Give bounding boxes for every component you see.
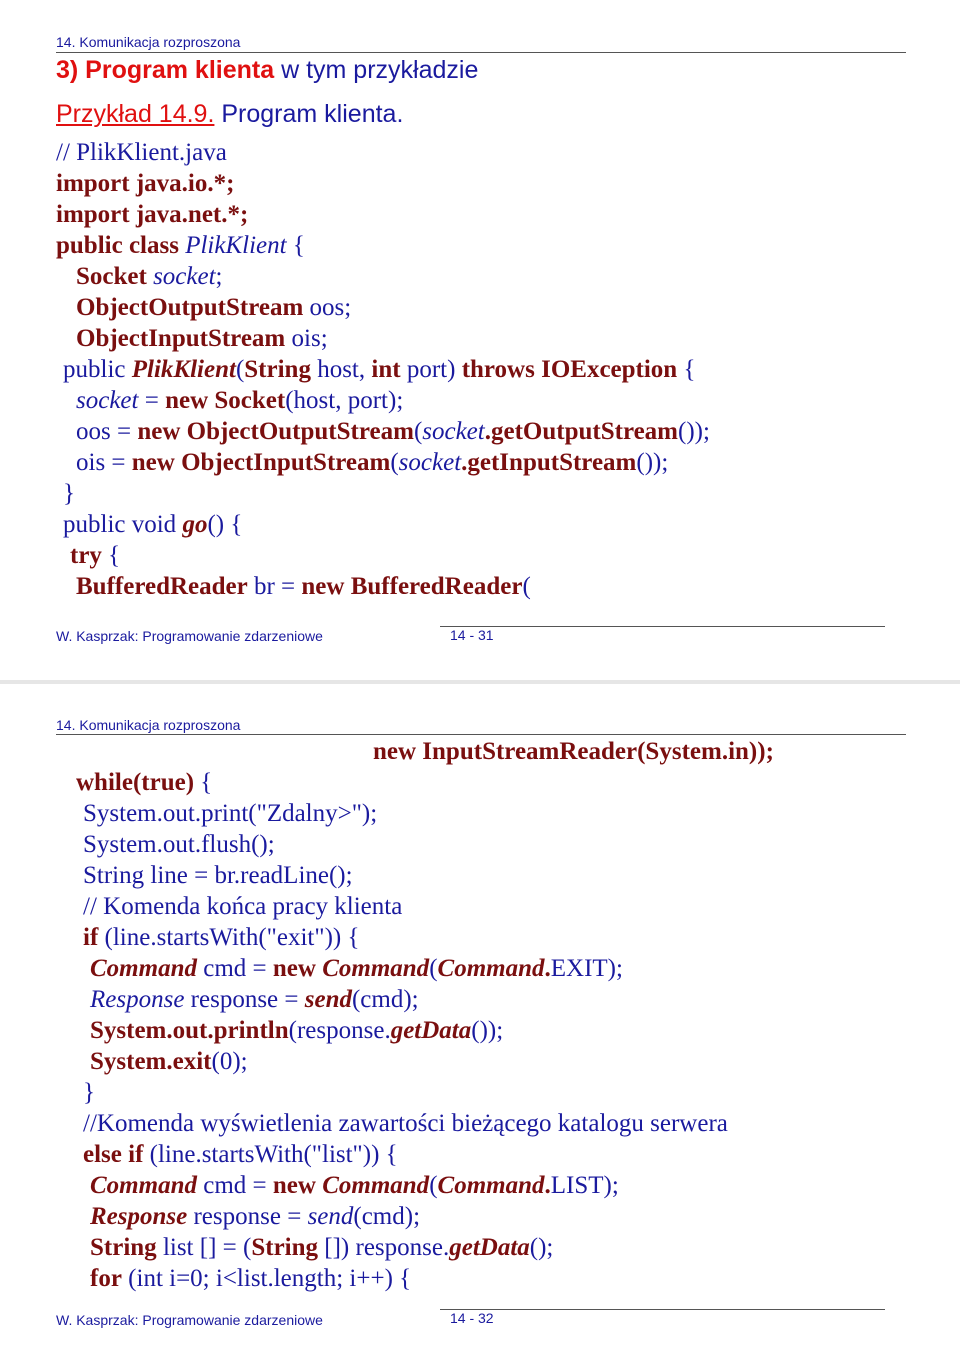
code-line: if (line.startsWith("exit")) { <box>83 924 360 951</box>
code-line: String line = br.readLine(); <box>83 862 353 889</box>
code-continuation <box>373 736 774 767</box>
header-rule <box>56 52 906 53</box>
code-line: import java.net.*; <box>56 201 249 228</box>
code-line: } <box>63 480 75 507</box>
footer-rule <box>440 1309 885 1310</box>
code-line: BufferedReader br = new BufferedReader( <box>76 573 531 600</box>
code-line: while(true) { <box>76 769 213 796</box>
code-line: import java.io.*; <box>56 170 235 197</box>
code-line: try { <box>70 542 121 569</box>
code-line: System.exit(0); <box>90 1048 248 1075</box>
code-line: String list [] = (String []) response.getData(); <box>90 1234 554 1261</box>
code-line: oos = new ObjectOutputStream(socket.getOutputStream()); <box>76 418 710 445</box>
page-number: 14 - 32 <box>450 1310 494 1326</box>
slide-header: 14. Komunikacja rozproszona <box>56 34 241 50</box>
page-number: 14 - 31 <box>450 627 494 643</box>
code-line: ObjectOutputStream oos; <box>76 294 352 321</box>
code-line: // Komenda końca pracy klienta <box>83 893 403 920</box>
code-line: Socket socket; <box>76 263 223 290</box>
code-line: public PlikKlient(String host, int port) throws IOException { <box>63 356 696 383</box>
code-line: Response response = send(cmd); <box>90 986 419 1013</box>
slide-page-2 <box>0 684 960 1367</box>
code-line: System.out.flush(); <box>83 831 275 858</box>
slide-title: 3) Program klienta w tym przykładzie <box>56 56 479 84</box>
code-line: socket = new Socket(host, port); <box>76 387 404 414</box>
code-line: System.out.println(response.getData()); <box>90 1017 504 1044</box>
code-line: System.out.print("Zdalny>"); <box>83 800 378 827</box>
slide-page-1 <box>0 0 960 680</box>
code-line: ObjectInputStream ois; <box>76 325 328 352</box>
code-line: else if (line.startsWith("list")) { <box>83 1141 398 1168</box>
slide-header: 14. Komunikacja rozproszona <box>56 717 241 733</box>
code-line: public void go() { <box>63 511 243 538</box>
code-line: public class PlikKlient { <box>56 232 305 259</box>
code-block-1 <box>56 137 710 602</box>
code-line: Command cmd = new Command(Command.EXIT); <box>90 955 623 982</box>
code-line: //Komenda wyświetlenia zawartości bieżącego katalogu serwera <box>83 1110 728 1137</box>
code-line: Response response = send(cmd); <box>90 1203 421 1230</box>
code-line: for (int i=0; i<list.length; i++) { <box>90 1265 412 1292</box>
code-line: Command cmd = new Command(Command.LIST); <box>90 1172 619 1199</box>
example-ref-link[interactable]: Przykład 14.9. <box>56 100 215 128</box>
header-rule <box>56 734 906 735</box>
footer-author: W. Kasprzak: Programowanie zdarzeniowe <box>56 1312 323 1328</box>
code-line: new InputStreamReader(System.in)); <box>373 738 774 765</box>
footer-author: W. Kasprzak: Programowanie zdarzeniowe <box>56 628 323 644</box>
code-block-2 <box>76 767 728 1294</box>
code-line: // PlikKlient.java <box>56 139 227 166</box>
code-line: ois = new ObjectInputStream(socket.getInputStream()); <box>76 449 669 476</box>
footer-rule <box>440 626 885 627</box>
code-line: } <box>83 1079 95 1106</box>
example-caption: Przykład 14.9. Program klienta. <box>56 100 404 128</box>
